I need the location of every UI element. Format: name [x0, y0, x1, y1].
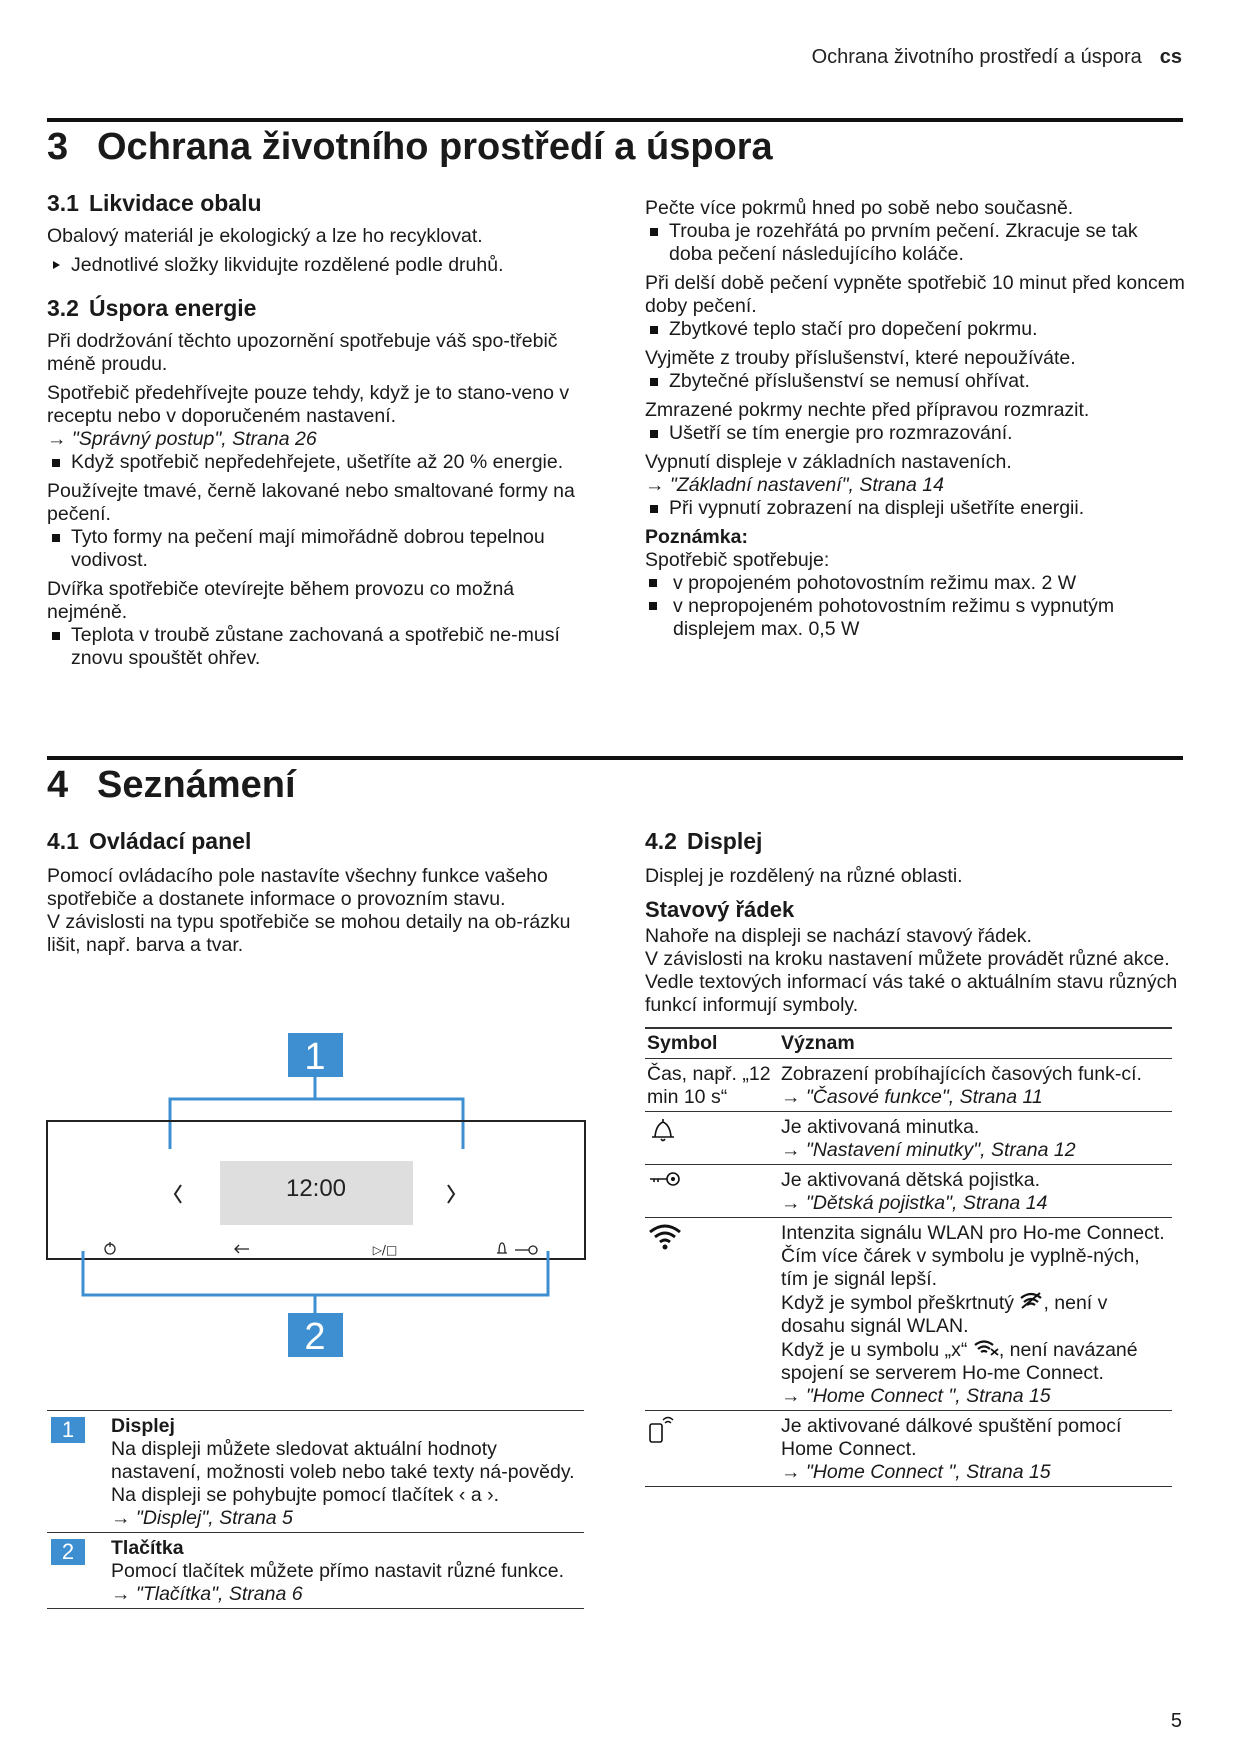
key-icon[interactable]: [515, 1246, 537, 1254]
bell-icon[interactable]: [497, 1243, 507, 1253]
callout-1-label: 1: [304, 1036, 326, 1078]
section-rule: [47, 118, 1183, 122]
subsection-4-1-heading: [47, 830, 587, 853]
control-panel-figure: [45, 1025, 590, 1365]
meaning-text: [781, 1291, 1170, 1338]
cross-reference-link[interactable]: → "Home Connect ", Strana 15: [781, 1461, 1170, 1484]
table-header: Symbol: [645, 1028, 779, 1059]
meaning-text-part: , není navázané spojení se serverem Ho-me Connect.: [781, 1339, 1138, 1384]
list-item: Ušetří se tím energie pro rozmrazování.: [645, 422, 1185, 445]
section-number: 4: [47, 764, 69, 806]
section-4-heading: [47, 764, 296, 807]
list-item: Při vypnutí zobrazení na displeji ušetříte energii.: [645, 497, 1185, 520]
cross-reference-link[interactable]: → "Dětská pojistka", Strana 14: [781, 1192, 1170, 1215]
paragraph: V závislosti na kroku nastavení můžete provádět různé akce.: [645, 948, 1170, 970]
legend-badge: 2: [51, 1539, 85, 1565]
section-rule: [47, 756, 1183, 760]
paragraph: Dvířka spotřebiče otevírejte během provozu co možná nejméně.: [47, 578, 515, 623]
table-row: [645, 1218, 1172, 1411]
subsection-title: Ovládací panel: [88, 828, 252, 854]
section-title: Seznámení: [97, 764, 296, 806]
meaning-text: Intenzita signálu WLAN pro Ho-me Connect.: [781, 1222, 1165, 1244]
symbol-cell: Čas, např. „12 min 10 s“: [645, 1059, 779, 1112]
meaning-text-part: Když je symbol přeškrtnutý: [781, 1292, 1015, 1314]
legend-text: Na displeji můžete sledovat aktuální hodnoty nastavení, možnosti voleb nebo také texty ná-povědy.: [111, 1438, 575, 1483]
paragraph: Při dodržování těchto upozornění spotřebuje váš spo-třebič méně proudu.: [47, 330, 558, 375]
legend-row: [47, 1411, 584, 1533]
cross-reference-link[interactable]: → "Správný postup", Strana 26: [47, 428, 587, 451]
list-item: v nepropojeném pohotovostním režimu s vypnutým displejem max. 0,5 W: [645, 595, 1185, 641]
section-number: 3: [47, 126, 69, 168]
legend-text: Pomocí tlačítek můžete přímo nastavit různé funkce.: [111, 1560, 565, 1582]
note-title: Poznámka:: [645, 526, 748, 548]
table-row: [645, 1411, 1172, 1487]
meaning-text: Je aktivovaná minutka.: [781, 1116, 980, 1138]
meaning-text: Zobrazení probíhajících časových funk-cí.: [781, 1063, 1142, 1085]
paragraph: Zmrazené pokrmy nechte před přípravou rozmrazit.: [645, 399, 1090, 421]
subsection-number: 3.2: [47, 295, 79, 321]
paragraph: Obalový materiál je ekologický a lze ho recyklovat.: [47, 225, 483, 247]
table-row: [645, 1165, 1172, 1218]
list-item: Teplota v troubě zůstane zachovaná a spotřebič ne-musí znovu spouštět ohřev.: [47, 624, 587, 670]
wifi-crossed-icon: [1019, 1291, 1043, 1309]
legend-row: [47, 1533, 584, 1609]
cross-reference-link[interactable]: → "Home Connect ", Strana 15: [781, 1385, 1170, 1408]
section-4-2: [645, 830, 1190, 1487]
cross-reference-link[interactable]: → "Základní nastavení", Strana 14: [645, 474, 1185, 497]
chevron-left-icon[interactable]: [175, 1185, 181, 1203]
list-item: Jednotlivé složky likvidujte rozdělené podle druhů.: [47, 254, 587, 277]
paragraph: Vypnutí displeje v základních nastaveních.: [645, 451, 1012, 473]
meaning-text: Čím více čárek v symbolu je vyplně-ných, tím je signál lepší.: [781, 1245, 1140, 1290]
paragraph: Pomocí ovládacího pole nastavíte všechny funkce vašeho spotřebiče a dostanete informace o provozním stavu.: [47, 865, 548, 910]
wifi-icon: [647, 1222, 683, 1252]
status-bar-heading: Stavový řádek: [645, 897, 795, 922]
meaning-text-part: Když je u symbolu „x“: [781, 1339, 968, 1361]
callout-1-bracket: [170, 1077, 463, 1149]
meaning-text: [781, 1338, 1170, 1385]
legend-title: Tlačítka: [111, 1537, 184, 1559]
power-icon[interactable]: [105, 1242, 115, 1254]
meaning-text: Je aktivovaná dětská pojistka.: [781, 1169, 1041, 1191]
language-code: cs: [1159, 46, 1182, 68]
paragraph: Pečte více pokrmů hned po sobě nebo současně.: [645, 197, 1074, 219]
callout-2-label: 2: [304, 1316, 326, 1358]
subsection-4-2-heading: [645, 830, 1190, 853]
key-icon: [647, 1169, 683, 1189]
back-arrow-icon[interactable]: [235, 1245, 249, 1253]
subsection-number: 4.1: [47, 828, 79, 854]
subsection-number: 3.1: [47, 190, 79, 216]
symbol-table: [645, 1027, 1172, 1487]
section-3-right-column: [645, 197, 1185, 647]
paragraph: Používejte tmavé, černě lakované nebo smaltované formy na pečení.: [47, 480, 575, 525]
running-header: [812, 46, 1182, 69]
paragraph: Displej je rozdělený na různé oblasti.: [645, 865, 963, 887]
subsection-3-1-heading: [47, 192, 587, 215]
note-text: Spotřebič spotřebuje:: [645, 549, 830, 571]
wifi-x-icon: [973, 1338, 999, 1356]
cross-reference-link[interactable]: → "Časové funkce", Strana 11: [781, 1086, 1170, 1109]
section-4-1: [47, 830, 587, 963]
table-header: Význam: [779, 1028, 1172, 1059]
running-title: Ochrana životního prostředí a úspora: [811, 46, 1142, 68]
section-3-left-column: [47, 192, 587, 676]
cross-reference-link[interactable]: → "Tlačítka", Strana 6: [111, 1583, 564, 1606]
chevron-right-icon[interactable]: [448, 1185, 454, 1203]
list-item: Zbytečné příslušenství se nemusí ohřívat.: [645, 370, 1185, 393]
paragraph: Nahoře na displeji se nachází stavový řádek.: [645, 925, 1032, 947]
paragraph: V závislosti na typu spotřebiče se mohou detaily na ob-rázku lišit, např. barva a tvar.: [47, 911, 571, 956]
legend-title: Displej: [111, 1415, 175, 1437]
bell-icon: [647, 1116, 677, 1142]
figure-legend: [47, 1410, 584, 1609]
legend-text: Na displeji se pohybujte pomocí tlačítek ‹ a ›.: [111, 1484, 500, 1506]
section-3-heading: [47, 126, 773, 169]
subsection-title: Displej: [686, 828, 763, 854]
cross-reference-link[interactable]: → "Nastavení minutky", Strana 12: [781, 1139, 1170, 1162]
table-row: [645, 1112, 1172, 1165]
start-stop-icon[interactable]: ▷/□: [372, 1243, 398, 1257]
list-item: Když spotřebič nepředehřejete, ušetříte až 20 % energie.: [47, 451, 587, 474]
paragraph: Vedle textových informací vás také o aktuálním stavu různých funkcí informují symboly.: [645, 971, 1178, 1016]
remote-start-icon: [647, 1415, 677, 1445]
list-item: Trouba je rozehřátá po prvním pečení. Zkracuje se tak doba pečení následujícího koláče.: [645, 220, 1185, 266]
subsection-3-2-heading: [47, 297, 587, 320]
callout-2-bracket: [83, 1251, 548, 1295]
page-number: 5: [1170, 1710, 1182, 1732]
meaning-text: Je aktivované dálkové spuštění pomocí Home Connect.: [781, 1415, 1122, 1460]
subsection-number: 4.2: [645, 828, 677, 854]
subsection-title: Likvidace obalu: [88, 190, 262, 216]
list-item: Zbytkové teplo stačí pro dopečení pokrmu.: [645, 318, 1185, 341]
table-row: [645, 1059, 1172, 1112]
meaning-text-part: , není v dosahu signál WLAN.: [781, 1292, 1108, 1337]
list-item: v propojeném pohotovostním režimu max. 2 W: [645, 572, 1185, 595]
legend-badge: 1: [51, 1417, 85, 1443]
paragraph: Vyjměte z trouby příslušenství, které nepoužíváte.: [645, 347, 1076, 369]
section-title: Ochrana životního prostředí a úspora: [97, 126, 773, 168]
cross-reference-link[interactable]: → "Displej", Strana 5: [111, 1507, 584, 1530]
subsection-title: Úspora energie: [88, 295, 257, 321]
paragraph: Při delší době pečení vypněte spotřebič 10 minut před koncem doby pečení.: [645, 272, 1185, 317]
list-item: Tyto formy na pečení mají mimořádně dobrou tepelnou vodivost.: [47, 526, 587, 572]
paragraph: Spotřebič předehřívejte pouze tehdy, když je to stano-veno v receptu nebo v doporučeném nastavení.: [47, 382, 570, 427]
display-time: 12:00: [285, 1175, 347, 1202]
